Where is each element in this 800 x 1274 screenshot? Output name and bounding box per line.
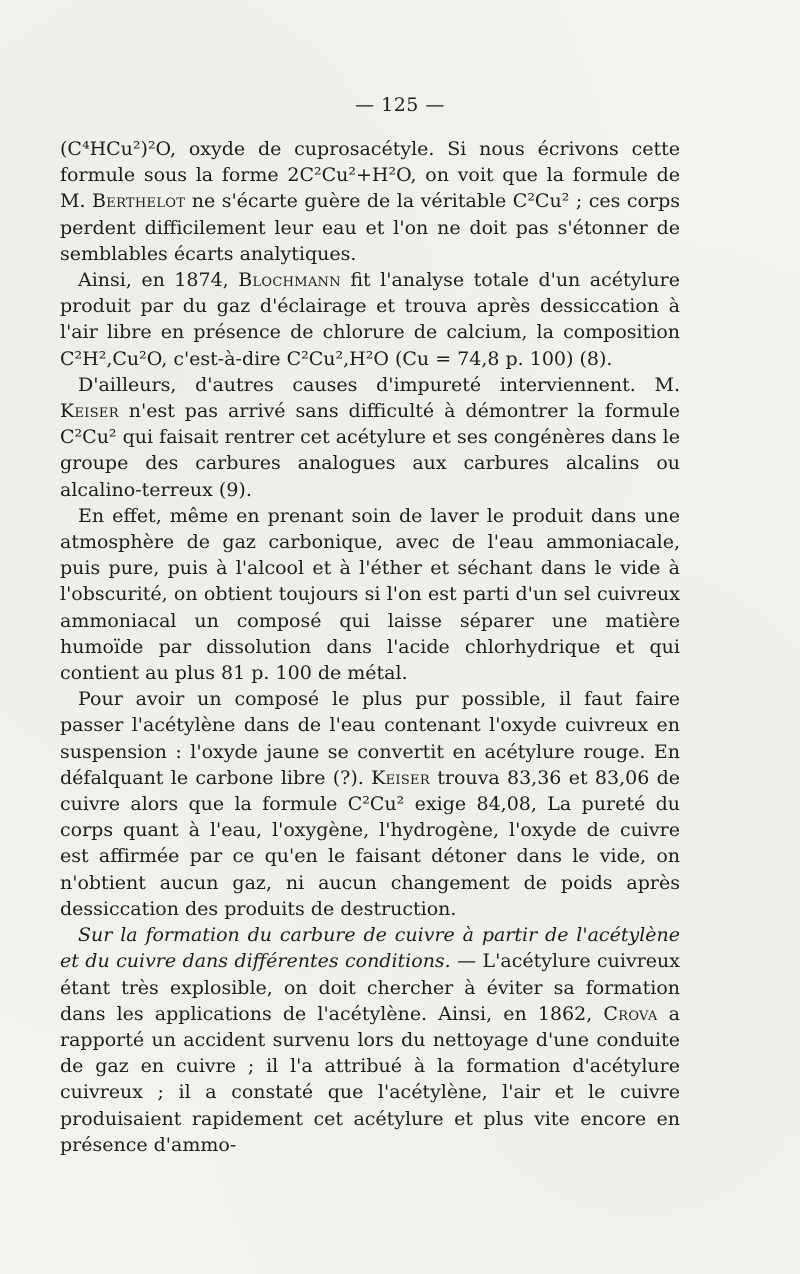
author-name: Keiser xyxy=(371,766,430,789)
text-segment: n'est pas arrivé sans difficulté à démontrer la formule C²Cu² qui faisait rentrer cet acétylure et ses congénères dans le groupe des carbures analogues aux carbures alcalins ou alcalino-terreux (9). xyxy=(60,400,680,501)
paragraph xyxy=(60,686,680,922)
section-heading: Sur la formation du carbure de cuivre à partir de l'acétylène et du cuivre dans différentes conditions. xyxy=(60,924,680,973)
text-segment: a rapporté un accident survenu lors du nettoyage d'une conduite de gaz en cuivre ; il l'a attribué à la formation d'acétylure cuivreux ; il a constaté que l'acétylène, l'air et le cuivre produisaient rapidement cet acétylure et plus vite encore en présence d'ammo- xyxy=(60,1002,681,1156)
author-name: Berthelot xyxy=(92,190,186,213)
author-name: Blochmann xyxy=(238,269,341,292)
text-segment: (C⁴HCu²)²O, oxyde de cuprosacétyle. Si nous écrivons cette formule sous la forme 2C²Cu²+H²O, on voit que la formule de M. xyxy=(60,138,680,213)
text-segment: fit l'analyse totale d'un acétylure produit par du gaz d'éclairage et trouva après dessiccation à l'air libre en présence de chlorure de calcium, la composition C²H²,Cu²O, c'est-à-dire C²Cu²,H²O (Cu = 74,8 p. 100) (8). xyxy=(60,269,680,370)
text-segment: En effet, même en prenant soin de laver le produit dans une atmosphère de gaz carbonique, avec de l'eau ammoniacale, puis pure, puis à l'alcool et à l'éther et séchant dans le vide à l'obscurité, on obtient toujours si l'on est parti d'un sel cuivreux ammoniacal un composé qui laisse séparer une matière humoïde par dissolution dans l'acide chlorhydrique et qui contient au plus 81 p. 100 de métal. xyxy=(60,504,680,685)
text-segment: trouva 83,36 et 83,06 de cuivre alors que la formule C²Cu² exige 84,08, La pureté du corps quant à l'eau, l'oxygène, l'hydrogène, l'oxyde de cuivre est affirmée par ce qu'en le faisant détoner dans le vide, on n'obtient aucun gaz, ni aucun changement de poids après dessiccation des produits de destruction. xyxy=(60,766,680,920)
paragraph xyxy=(60,267,680,372)
text-segment: Pour avoir un composé le plus pur possible, il faut faire passer l'acétylène dans de l'eau contenant l'oxyde cuivreux en suspension : l'oxyde jaune se convertit en acétylure rouge. En défalquant le carbone libre (?). xyxy=(60,688,680,789)
paragraph xyxy=(60,136,680,267)
text-segment: — L'acétylure cuivreux étant très explosible, on doit chercher à éviter sa formation dans les applications de l'acétylène. Ainsi, en 1862, xyxy=(60,950,680,1025)
body-text xyxy=(60,136,680,1158)
author-name: Keiser xyxy=(60,400,119,423)
paragraph xyxy=(60,922,680,1158)
text-segment: D'ailleurs, d'autres causes d'impureté interviennent. M. xyxy=(78,373,680,396)
paragraph xyxy=(60,372,680,503)
text-segment: ne s'écarte guère de la véritable C²Cu² ; ces corps perdent difficilement leur eau et l'on ne doit pas s'étonner de semblables écarts analytiques. xyxy=(60,190,680,265)
author-name: Crova xyxy=(603,1002,658,1025)
page-number: — 125 — xyxy=(355,94,445,116)
paragraph xyxy=(60,503,680,686)
text-segment: Ainsi, en 1874, xyxy=(78,269,239,292)
